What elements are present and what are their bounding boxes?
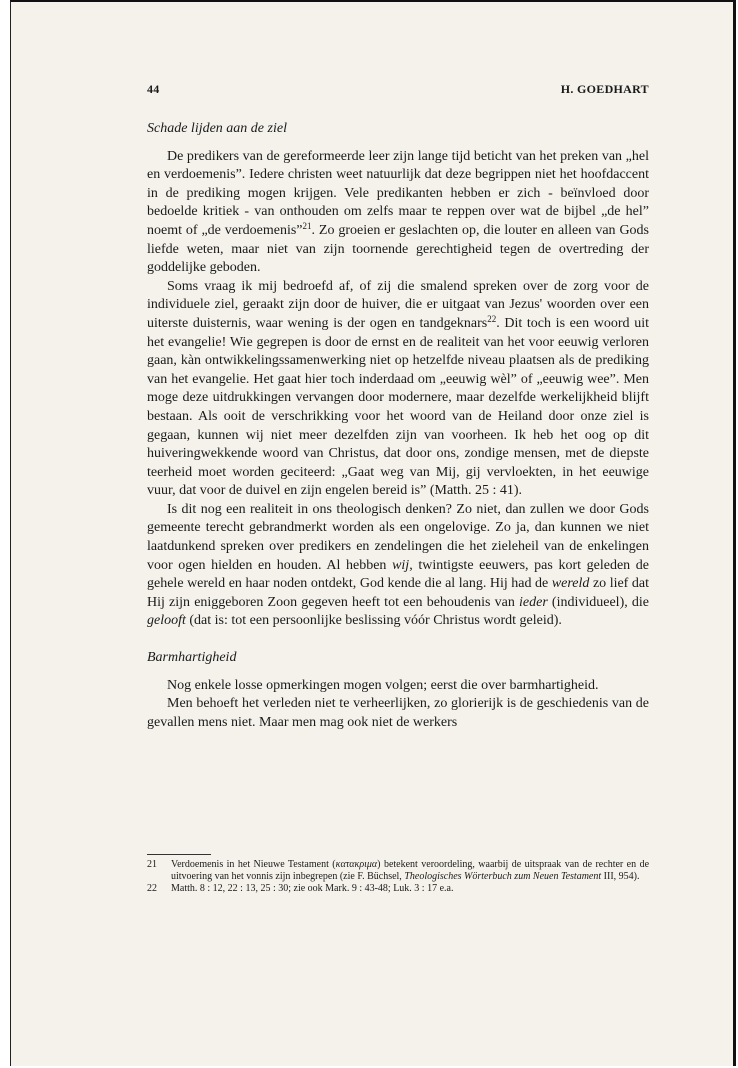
footnote-ref: 21 (302, 220, 312, 231)
section-title: Schade lijden aan de ziel (147, 121, 287, 136)
footnote-ref: 22 (487, 313, 497, 324)
footnote-number: 21 (147, 859, 157, 870)
paragraph: Soms vraag ik mij bedroefd af, of zij die smalend spreken over de zorg voor de individuele ziel, geraakt zijn door de huiver, die er uitgaat van Jezus' woorden over een uiterste duisternis, waar wening is der ogen en tandgeknars$^{22}$. Dit toch is een woord uit het evangelie! Wie gegrepen is door de ernst en de realiteit van het voor eeuwig verloren gaan, kàn ontwikkelingssamenwerking niet op hetzelfde niveau plaatsen als de prediking van het evangelie. Het gaat hier toch inderdaad om „eeuwig wèl” of „eeuwig wee”. Men moge deze uitdrukkingen vervangen door modernere, maar dezelfde werkelijkheid blijft bestaan. Als ooit de verschrikking voor het woord van de Heiland door onze ziel is gegaan, kunnen wij niet meer dezelfden zijn van voorheen. Ik heb het oog op dit huiveringwekkende woord van Christus, dat door ons, zondige mensen, met de diepste teerheid moet worden geciteerd: „Gaat weg van Mij, gij vervloekten, in het eeuwige vuur, dat voor de duivel en zijn engelen bereid is” (Matth. 25 : 41). (147, 278, 649, 499)
section-title: Barmhartigheid (147, 650, 237, 666)
running-head: H. GOEDHART (560, 82, 649, 96)
footnote-number: 22 (147, 883, 157, 894)
book-page (10, 0, 736, 1066)
footnote: 21 Verdoemenis in het Nieuwe Testament (κατακριμα) betekent veroordeling, waarbij de uitspraak van de rechter en de uitvoering van het vonnis zijn inbegrepen (zie F. Büchsel, Theologisches Wörterbuch zum Neuen Testament III, 954). (147, 859, 650, 882)
paragraph: Is dit nog een realiteit in ons theologisch denken? Zo niet, dan zullen we door Gods gemeente terecht gebrandmerkt worden als een ongelovige. Zo ja, dan kunnen we niet laatdunkend spreken over predikers en zendelingen die het zieleheil van de enkelingen voor ogen hielden en houden. Al hebben wij, twintigste eeuwers, pas kort geleden de gehele wereld en haar noden ontdekt, God kende die al lang. Hij had de wereld zo lief dat Hij zijn eniggeboren Zoon gegeven heeft tot een behoudenis van ieder (individueel), die gelooft (dat is: tot een persoonlijke beslissing vóór Christus wordt geleid). (147, 501, 649, 629)
page-header (147, 82, 649, 100)
paragraph: Nog enkele losse opmerkingen mogen volgen; eerst die over barmhartigheid. (167, 677, 599, 693)
footnotes (147, 859, 649, 895)
paragraph: Men behoeft het verleden niet te verheerlijken, zo glorierijk is de geschiedenis van de gevallen mens niet. Maar men mag ook niet de werkers (147, 696, 649, 730)
page-number: 44 (147, 82, 160, 96)
paragraph: De predikers van de gereformeerde leer zijn lange tijd beticht van het preken van „hel en verdoemenis”. Iedere christen weet natuurlijk dat deze begrippen niet het hoofdaccent in de prediking mogen krijgen. Vele predikanten hebben er zich - beïnvloed door bedoelde kritiek - van onthouden om zelfs maar te reppen over wat de bijbel „de hel” noemt of „de verdoemenis”$^{21}$. Zo groeien er geslachten op, die louter en alleen van Gods liefde weten, maar niet van zijn toornende gerechtigheid tegen de overtreding der goddelijke geboden. (147, 148, 650, 276)
footnote: 22 Matth. 8 : 12, 22 : 13, 25 : 30; zie ook Mark. 9 : 43-48; Luk. 3 : 17 e.a. (147, 883, 454, 894)
footnote-divider (147, 854, 211, 855)
body-text (147, 120, 649, 732)
